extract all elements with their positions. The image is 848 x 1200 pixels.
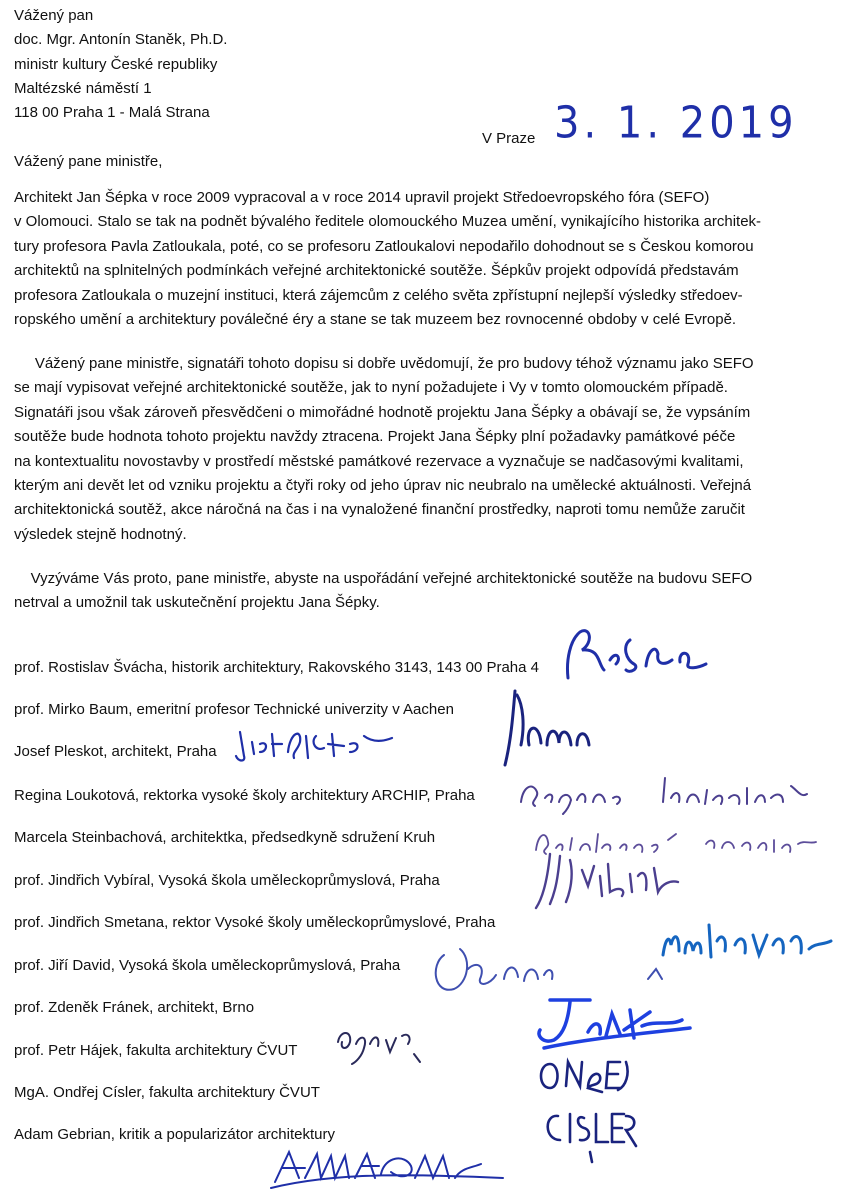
text-line: soutěže bude hodnota tohoto projektu navždy ztracena. Projekt Jana Šépky plní požadavky památkové péče xyxy=(14,428,736,446)
text-line: architektonická soutěž, akce náročná na čas i na vynaložené finanční prostředky, naproti tomu nemůže zaručit xyxy=(14,501,745,519)
text-line: netrval a umožnil tak uskutečnění projektu Jana Šépky. xyxy=(14,594,380,612)
text-line: na kontextualitu novostavby v prostředí městské památkové rezervace a vyznačuje se nadčasovými kvalitami, xyxy=(14,452,744,470)
paragraph-3 xyxy=(14,567,844,616)
paragraph-2 xyxy=(14,352,844,547)
signature-pleskot xyxy=(232,722,402,772)
signature-baum xyxy=(495,685,605,775)
signature-loukotova xyxy=(515,768,815,818)
signatory: prof. Mirko Baum, emeritní profesor Technické univerzity v Aachen xyxy=(14,701,454,718)
signatory: Regina Loukotová, rektorka vysoké školy architektury ARCHIP, Praha xyxy=(14,787,475,804)
signature-svacha xyxy=(560,620,720,690)
text-line: výsledek stejně hodnotný. xyxy=(14,525,187,543)
signature-cisler xyxy=(530,1052,640,1167)
recipient-line: ministr kultury České republiky xyxy=(14,55,218,73)
text-line: Architekt Jan Šépka v roce 2009 vypracoval a v roce 2014 upravil projekt Středoevropského fóra (SEFO) xyxy=(14,189,710,206)
signatory: Adam Gebrian, kritik a popularizátor architektury xyxy=(14,1126,335,1143)
signatory: prof. Jindřich Smetana, rektor Vysoké školy uměleckoprůmyslové, Praha xyxy=(14,914,496,931)
handwritten-date: 3. 1. 2019 xyxy=(554,97,798,149)
signatory: prof. Petr Hájek, fakulta architektury ČVUT xyxy=(14,1042,298,1059)
text-line: se mají vypisovat veřejné architektonické soutěže, jak to nyní požadujete i Vy v tomto olomouckém případě. xyxy=(14,379,728,397)
signatory: prof. Jindřich Vybíral, Vysoká škola uměleckoprůmyslová, Praha xyxy=(14,872,440,889)
signature-hajek xyxy=(330,1018,440,1068)
signature-smetana xyxy=(655,905,845,970)
signature-franek xyxy=(530,992,700,1052)
recipient-line: doc. Mgr. Antonín Staněk, Ph.D. xyxy=(14,31,228,49)
signatory: MgA. Ondřej Císler, fakulta architektury ČVUT xyxy=(14,1084,320,1101)
text-line: Vyzýváme Vás proto, pane ministře, abyste na uspořádání veřejné architektonické soutěže na budovu SEFO xyxy=(14,570,753,587)
signatory: Josef Pleskot, architekt, Praha xyxy=(14,743,217,760)
recipient-line: 118 00 Praha 1 - Malá Strana xyxy=(14,104,210,122)
recipient-line: Vážený pan xyxy=(14,7,94,24)
signatory: prof. Jiří David, Vysoká škola uměleckoprůmyslová, Praha xyxy=(14,957,401,974)
recipient-line: Maltézské náměstí 1 xyxy=(14,79,152,97)
signatory: prof. Rostislav Švácha, historik architektury, Rakovského 3143, 143 00 Praha 4 xyxy=(14,659,539,676)
text-line: v Olomouci. Stalo se tak na podnět bývalého ředitele olomouckého Muzea umění, vynikajícího historika architek- xyxy=(14,213,762,231)
salutation: Vážený pane ministře, xyxy=(14,153,163,170)
signature-gebrian xyxy=(265,1138,510,1193)
recipient-address xyxy=(14,4,227,125)
text-line: ropského umění a architektury poválečné éry a stane se tak muzeem bez rovnocenné obdoby v celé Evropě. xyxy=(14,311,737,329)
signatory: Marcela Steinbachová, architektka, předsedkyně sdružení Kruh xyxy=(14,829,436,846)
text-line: Signatáři jsou však zároveň přesvědčeni o mimořádné hodnotě projektu Jana Šépky a obávají se, že vypsáním xyxy=(14,403,751,421)
text-line: tury profesora Pavla Zatloukala, poté, co se profesoru Zatloukalovi nepodařilo dohodnout se s Českou komorou xyxy=(14,237,754,255)
place: V Praze xyxy=(482,130,536,147)
text-line: Vážený pane ministře, signatáři tohoto dopisu si dobře uvědomují, že pro budovy téhož významu jako SEFO xyxy=(14,355,754,372)
text-line: architektů na splnitelných podmínkách veřejné architektonické soutěže. Šépkův projekt odpovídá představám xyxy=(14,262,739,280)
paragraph-1 xyxy=(14,186,844,332)
signatory: prof. Zdeněk Fránek, architekt, Brno xyxy=(14,999,255,1016)
text-line: kterým ani devět let od vzniku projektu a čtyři roky od jeho úprav nic neubralo na umělecké aktuálnosti. Veřejná xyxy=(14,477,752,495)
text-line: profesora Zatloukala o muzejní instituci, která zájemcům z celého světa zpřístupní nejlepší výsledky středoev- xyxy=(14,286,743,304)
